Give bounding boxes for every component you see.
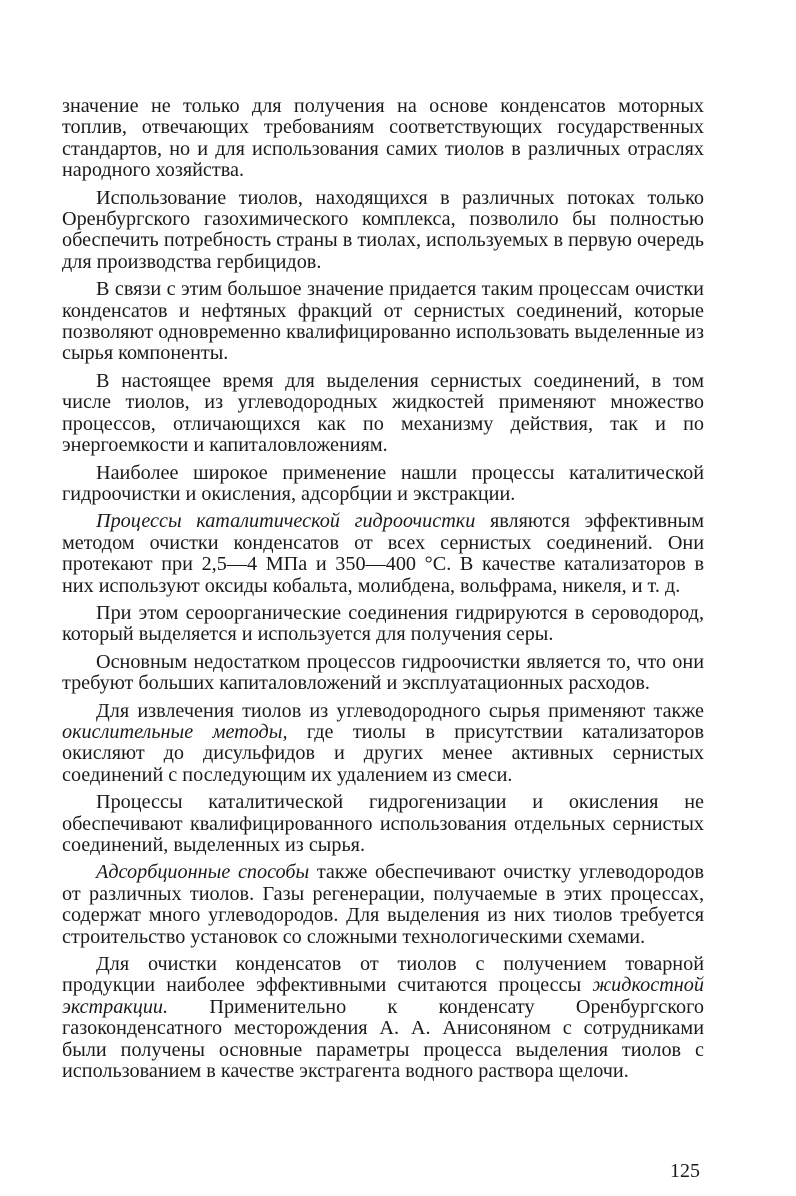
- page-number: 125: [670, 1160, 700, 1182]
- paragraph-2: Использование тиолов, находящихся в различных потоках только Оренбургского газохимического комплекса, позволило бы полностью обеспечить потребность страны в тиолах, используемых в первую очередь для производства гербицидов.: [62, 186, 704, 273]
- italic-term: Процессы каталитической гидроочистки: [96, 510, 476, 533]
- paragraph-1: значение не только для получения на основе конденсатов моторных топлив, отвечающих требованиям соответствующих государственных стандартов, но и для использования самих тиолов в различных отраслях народного хозяйства.: [62, 95, 704, 182]
- paragraph-6: Процессы каталитической гидроочистки являются эффективным методом очистки конденсатов от всех сернистых соединений. Они протекают при 2,5—4 МПа и 350—400 °С. В качестве катализаторов в них используют оксиды кобальта, молибдена, вольфрама, никеля, и т. д.: [62, 510, 704, 597]
- italic-term: окислительные методы,: [62, 720, 288, 743]
- paragraph-4: В настоящее время для выделения сернистых соединений, в том числе тиолов, из углеводородных жидкостей применяют множество процессов, отличающихся как по механизму действия, так и по энергоемкости и капиталовложениям.: [62, 369, 704, 457]
- paragraph-3: В связи с этим большое значение придается таким процессам очистки конденсатов и нефтяных фракций от сернистых соединений, которые позволяют одновременно квалифицированно использовать выделенные из сырья компоненты.: [62, 278, 704, 365]
- paragraph-11: Адсорбционные способы также обеспечивают очистку углеводородов от различных тиолов. Газы регенерации, получаемые в этих процессах, содержат много углеводородов. Для выделения из них тиолов требуется строительство установок со сложными технологическими схемами.: [62, 861, 704, 948]
- paragraph-7: При этом сероорганические соединения гидрируются в сероводород, который выделяется и используется для получения серы.: [62, 601, 704, 646]
- paragraph-8: Основным недостатком процессов гидроочистки является то, что они требуют больших капиталовложений и эксплуатационных расходов.: [62, 650, 704, 695]
- paragraph-9: Для извлечения тиолов из углеводородного сырья применяют также окислительные методы, где тиолы в присутствии катализаторов окисляют до дисульфидов и других менее активных сернистых соединений с последующим их удалением из смеси.: [62, 699, 704, 786]
- paragraph-5: Наиболее широкое применение нашли процессы каталитической гидроочистки и окисления, адсорбции и экстракции.: [62, 461, 704, 505]
- italic-term: Адсорбционные способы: [96, 861, 310, 884]
- italic-term: жидкостной экстракции.: [62, 974, 704, 1018]
- paragraph-10: Процессы каталитической гидрогенизации и окисления не обеспечивают квалифицированного использования отдельных сернистых соединений, выделенных из сырья.: [62, 791, 704, 856]
- page-body: [62, 96, 704, 1088]
- paragraph-12: Для очистки конденсатов от тиолов с получением товарной продукции наиболее эффективными считаются процессы жидкостной экстракции. Применительно к конденсату Оренбургского газоконденсатного месторождения А. А. Анисоняном с сотрудниками были получены основные параметры процесса выделения тиолов с использованием в качестве экстрагента водного раствора щелочи.: [62, 953, 704, 1083]
